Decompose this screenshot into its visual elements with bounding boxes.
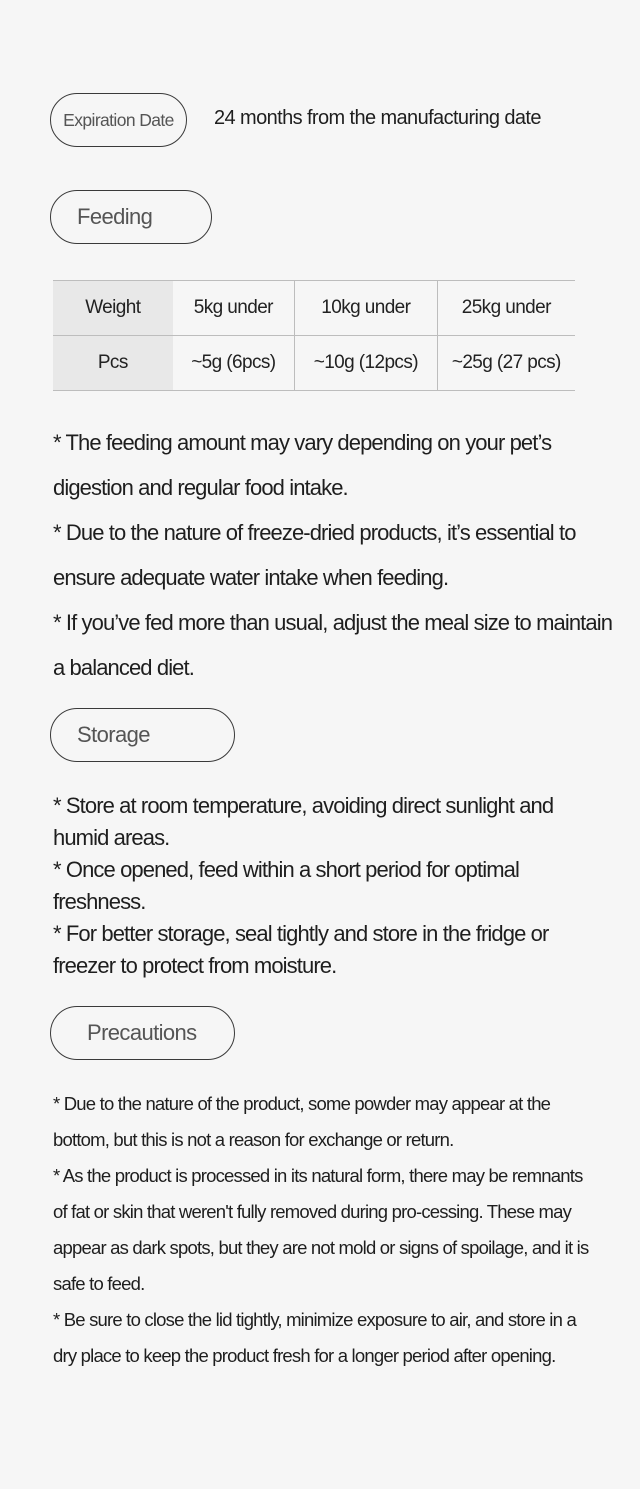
table-cell: 25kg under [437,281,575,336]
feeding-notes [53,420,613,690]
precautions-note: * As the product is processed in its natural form, there may be remnants of fat or skin that weren't fully removed during pro-cessing. These may appear as dark spots, but they are not mold or signs of spoilage, and it is safe to feed. [53,1165,589,1294]
table-cell: ~10g (12pcs) [295,336,437,391]
table-cell: ~5g (6pcs) [173,336,295,391]
feeding-label [50,190,212,244]
table-row-header: Pcs [53,336,173,391]
storage-note: * Once opened, feed within a short period for optimal freshness. [53,857,519,914]
storage-note: * Store at room temperature, avoiding direct sunlight and humid areas. [53,793,554,850]
expiration-date-value: 24 months from the manufacturing date [214,107,541,129]
precautions-note: * Be sure to close the lid tightly, minimize exposure to air, and store in a dry place to keep the product fresh for a longer period after opening. [53,1309,576,1366]
expiration-date-label-text: Expiration Date [63,109,174,130]
precautions-label [50,1006,235,1060]
table-cell: 10kg under [295,281,437,336]
feeding-note: * Due to the nature of freeze-dried products, it’s essential to ensure adequate water intake when feeding. [53,520,576,590]
feeding-note: * If you’ve fed more than usual, adjust the meal size to maintain a balanced diet. [53,610,613,680]
precautions-note: * Due to the nature of the product, some powder may appear at the bottom, but this is not a reason for exchange or return. [53,1093,551,1150]
feeding-note: * The feeding amount may vary depending on your pet’s digestion and regular food intake. [53,430,552,500]
table-row [53,281,575,336]
precautions-label-text: Precautions [87,1020,197,1045]
table-row-header: Weight [53,281,173,336]
precautions-notes [53,1086,598,1374]
storage-note: * For better storage, seal tightly and store in the fridge or freezer to protect from moisture. [53,921,549,978]
feeding-label-text: Feeding [77,204,153,229]
storage-label [50,708,235,762]
storage-notes [53,790,613,982]
table-cell: ~25g (27 pcs) [437,336,575,391]
feeding-table [53,280,575,391]
storage-label-text: Storage [77,722,150,747]
expiration-date-label [50,93,187,147]
table-cell: 5kg under [173,281,295,336]
table-row [53,336,575,391]
